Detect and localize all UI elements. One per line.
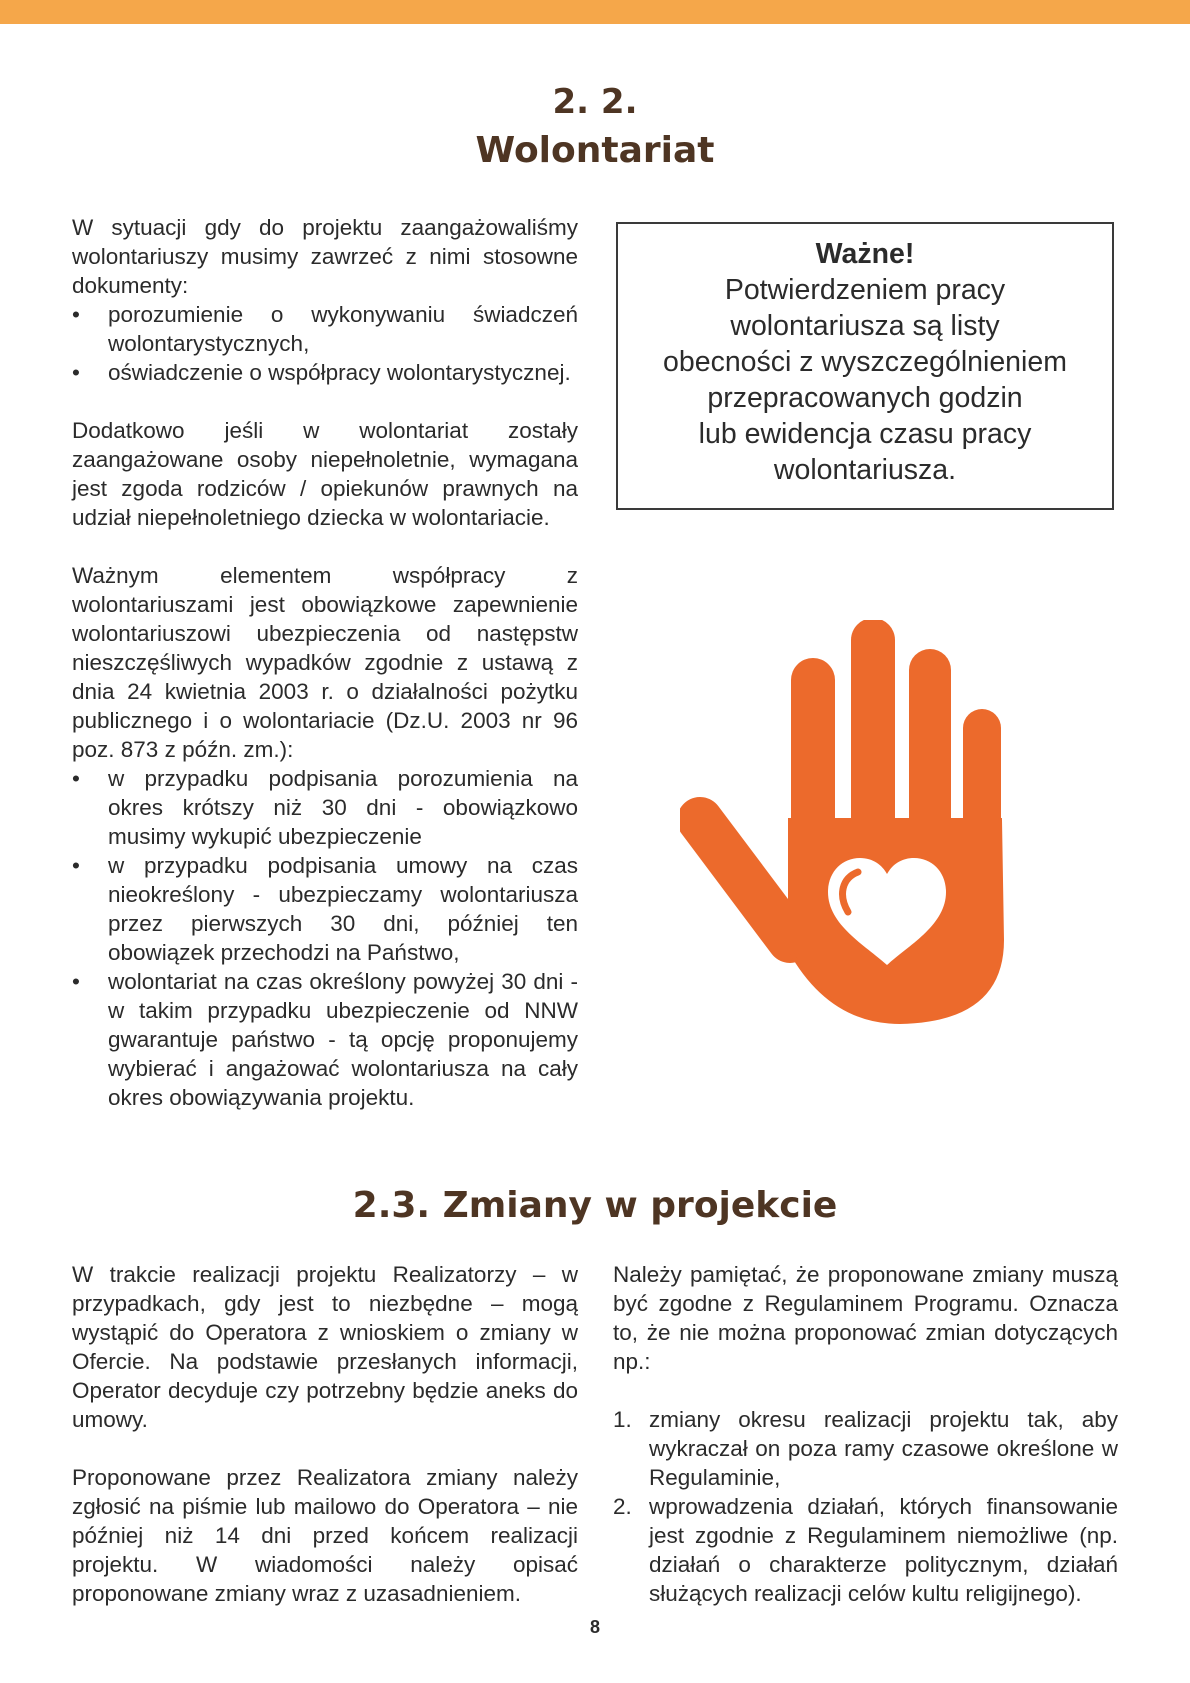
top-accent-bar [0,0,1190,24]
list-item [613,1492,1118,1608]
changes-paragraph: W trakcie realizacji projektu Realizatorzy – w przypadkach, gdy jest to niezbędne – mogą wystąpić do Operatora z wnioskiem o zmiany w Ofercie. Na podstawie przesłanych informacji, Operator decyduje czy potrzebny będzie aneks do umowy. [72,1262,578,1432]
volunteering-text [72,213,578,1112]
changes-section-title: 2.3. Zmiany w projekcie [352,1185,838,1226]
volunteering-intro: W sytuacji gdy do projektu zaangażowaliśmy wolontariuszy musimy zawrzeć z nimi stosowne dokumenty: [72,215,578,298]
section-title: Wolontariat [475,130,715,171]
list-number: 1. [613,1407,632,1432]
important-line: wolontariusza są listy [730,310,1000,342]
list-item: • porozumienie o wykonywaniu świadczeń wolontarystycznych, [72,300,578,358]
list-text: zmiany okresu realizacji projektu tak, aby wykraczał on poza ramy czasowe określone w Regulaminie, [649,1407,1118,1490]
list-item: • w przypadku podpisania umowy na czas nieokreślony - ubezpieczamy wolontariusza przez pierwszych 30 dni, później ten obowiązek przechodzi na Państwo, [72,851,578,967]
section-number: 2. 2. [552,82,638,122]
list-item: • wolontariat na czas określony powyżej 30 dni - w takim przypadku ubezpieczenie od NNW gwarantuje państwo - tą opcję proponujemy wybierać i angażować wolontariusza na cały okres obowiązywania projektu. [72,967,578,1112]
important-line: lub ewidencja czasu pracy [698,418,1032,450]
important-title: Ważne! [815,238,915,270]
important-line: przepracowanych godzin [707,382,1023,414]
insurance-paragraph: Ważnym elementem współpracy z wolontariuszami jest obowiązkowe zapewnienie wolontariuszowi ubezpieczenia od następstw nieszczęśliwych wypadków zgodnie z ustawą z dnia 24 kwietnia 2003 r. o działalności pożytku publicznego i o wolontariacie (Dz.U. 2003 nr 96 poz. 873 z późn. zm.): [72,563,578,762]
list-item: • w przypadku podpisania porozumienia na okres krótszy niż 30 dni - obowiązkowo musimy wykupić ubezpieczenie [72,764,578,851]
documents-list [72,300,578,387]
insurance-list [72,764,578,1112]
important-line: Potwierdzeniem pracy [724,274,1006,306]
list-item: • oświadczenie o współpracy wolontarystycznej. [72,358,578,387]
list-number: 2. [613,1494,632,1519]
list-text: wprowadzenia działań, których finansowanie jest zgodnie z Regulaminem niemożliwe (np. działań o charakterze politycznym, działań służących realizacji celów kultu religijnego). [649,1494,1118,1606]
important-line: wolontariusza. [773,454,957,486]
important-line: obecności z wyszczególnieniem [663,346,1067,378]
list-item [613,1405,1118,1492]
hand-heart-icon [680,620,1020,1030]
changes-left-column [72,1260,578,1608]
important-note-box [616,222,1114,510]
page-number: 8 [589,1617,600,1637]
changes-list [613,1405,1118,1608]
minors-paragraph: Dodatkowo jeśli w wolontariat zostały zaangażowane osoby niepełnoletnie, wymagana jest zgoda rodziców / opiekunów prawnych na udział niepełnoletniego dziecka w wolontariacie. [72,418,578,530]
changes-paragraph: Proponowane przez Realizatora zmiany należy zgłosić na piśmie lub mailowo do Operatora – nie później niż 14 dni przed końcem realizacji projektu. W wiadomości należy opisać proponowane zmiany wraz z uzasadnieniem. [72,1465,578,1606]
changes-intro: Należy pamiętać, że proponowane zmiany muszą być zgodne z Regulaminem Programu. Oznacza to, że nie można proponować zmian dotyczących np.: [613,1262,1118,1374]
changes-right-column [613,1260,1118,1608]
